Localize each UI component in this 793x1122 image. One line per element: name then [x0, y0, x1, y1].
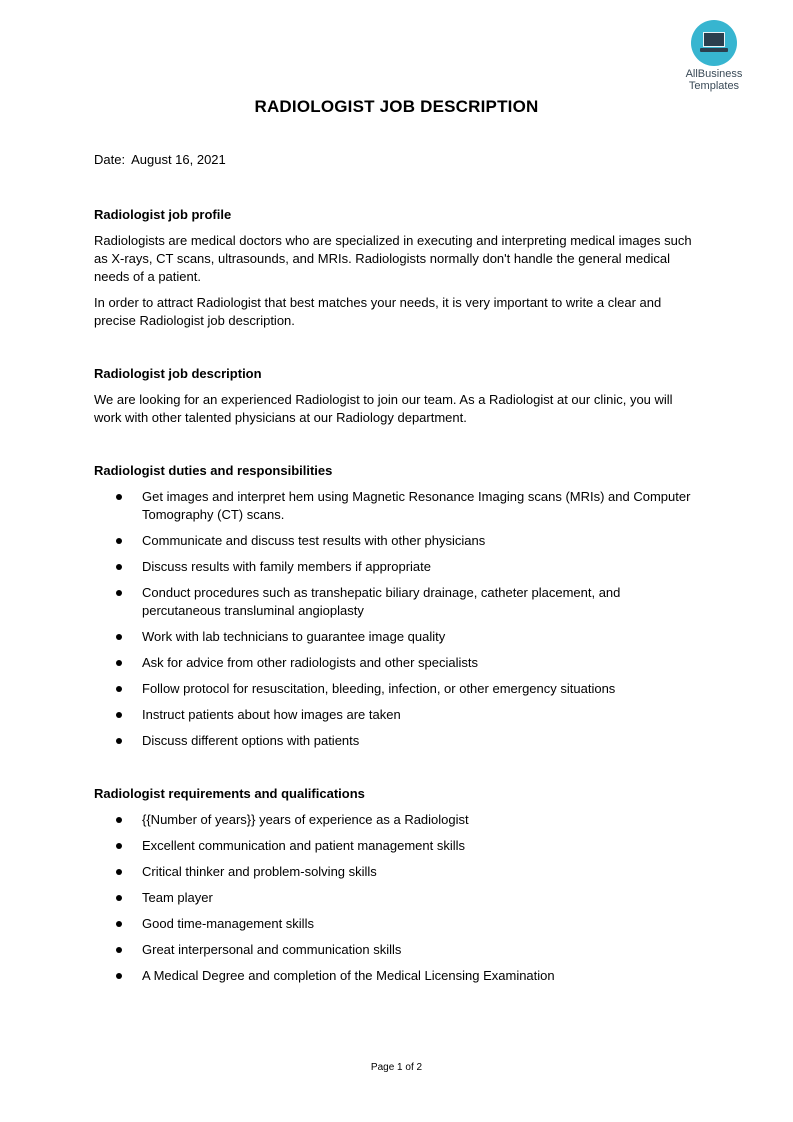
bullet-icon	[116, 921, 122, 927]
list-item-text: Team player	[142, 890, 213, 905]
duties-heading: Radiologist duties and responsibilities	[94, 463, 333, 478]
bullet-icon	[116, 712, 122, 718]
description-section	[94, 365, 696, 427]
description-paragraph: We are looking for an experienced Radiologist to join our team. As a Radiologist at our clinic, you will work with other talented physicians at our Radiology department.	[94, 392, 673, 425]
list-item	[94, 941, 696, 959]
requirements-heading: Radiologist requirements and qualifications	[94, 786, 365, 801]
list-item	[94, 628, 696, 646]
document-body	[94, 151, 696, 993]
list-item	[94, 967, 696, 985]
requirements-section	[94, 785, 696, 985]
profile-section	[94, 206, 696, 330]
page-number: Page 1 of 2	[370, 1062, 423, 1073]
list-item-text: Follow protocol for resuscitation, bleeding, infection, or other emergency situations	[142, 681, 616, 696]
list-item	[94, 488, 696, 524]
duties-list	[94, 488, 696, 750]
list-item-text: Ask for advice from other radiologists and other specialists	[142, 655, 478, 670]
bullet-icon	[116, 738, 122, 744]
list-item-text: Conduct procedures such as transhepatic biliary drainage, catheter placement, and percutaneous transluminal angioplasty	[142, 585, 621, 618]
bullet-icon	[116, 564, 122, 570]
bullet-icon	[116, 947, 122, 953]
list-item	[94, 863, 696, 881]
list-item	[94, 889, 696, 907]
list-item	[94, 811, 696, 829]
list-item	[94, 584, 696, 620]
list-item	[94, 654, 696, 672]
bullet-icon	[116, 973, 122, 979]
bullet-icon	[116, 538, 122, 544]
bullet-icon	[116, 660, 122, 666]
bullet-icon	[116, 843, 122, 849]
profile-paragraph: Radiologists are medical doctors who are specialized in executing and interpreting medical images such as X-rays, CT scans, ultrasounds, and MRIs. Radiologists normally don't handle the general medical needs of a patient.	[94, 233, 692, 284]
list-item	[94, 837, 696, 855]
list-item-text: Work with lab technicians to guarantee image quality	[142, 629, 446, 644]
bullet-icon	[116, 590, 122, 596]
requirements-list	[94, 811, 696, 985]
date-line	[94, 151, 696, 169]
bullet-icon	[116, 686, 122, 692]
bullet-icon	[116, 494, 122, 500]
list-item-text: Get images and interpret hem using Magnetic Resonance Imaging scans (MRIs) and Computer Tomography (CT) scans.	[142, 489, 691, 522]
list-item-text: Critical thinker and problem-solving skills	[142, 864, 377, 879]
bullet-icon	[116, 817, 122, 823]
profile-paragraph: In order to attract Radiologist that best matches your needs, it is very important to write a clear and precise Radiologist job description.	[94, 295, 662, 328]
list-item-text: Discuss results with family members if appropriate	[142, 559, 431, 574]
list-item-text: Discuss different options with patients	[142, 733, 360, 748]
list-item	[94, 532, 696, 550]
list-item-text: Great interpersonal and communication skills	[142, 942, 402, 957]
list-item-text: Instruct patients about how images are taken	[142, 707, 401, 722]
list-item-text: A Medical Degree and completion of the Medical Licensing Examination	[142, 968, 555, 983]
list-item-text: Good time-management skills	[142, 916, 314, 931]
logo-line-1: AllBusiness	[685, 68, 743, 80]
list-item-text: Excellent communication and patient management skills	[142, 838, 466, 853]
list-item	[94, 915, 696, 933]
bullet-icon	[116, 634, 122, 640]
list-item	[94, 558, 696, 576]
list-item-text: {{Number of years}} years of experience as a Radiologist	[142, 812, 469, 827]
date-label: Date:	[94, 152, 126, 167]
brand-logo[interactable]	[676, 20, 752, 92]
laptop-icon	[691, 20, 737, 66]
list-item	[94, 732, 696, 750]
page-title: RADIOLOGIST JOB DESCRIPTION	[254, 97, 539, 116]
logo-text	[676, 68, 752, 92]
date-value: August 16, 2021	[131, 152, 226, 167]
duties-section	[94, 462, 696, 750]
list-item-text: Communicate and discuss test results with other physicians	[142, 533, 486, 548]
list-item	[94, 706, 696, 724]
logo-line-2: Templates	[688, 80, 740, 92]
bullet-icon	[116, 869, 122, 875]
profile-heading: Radiologist job profile	[94, 207, 232, 222]
list-item	[94, 680, 696, 698]
description-heading: Radiologist job description	[94, 366, 262, 381]
bullet-icon	[116, 895, 122, 901]
